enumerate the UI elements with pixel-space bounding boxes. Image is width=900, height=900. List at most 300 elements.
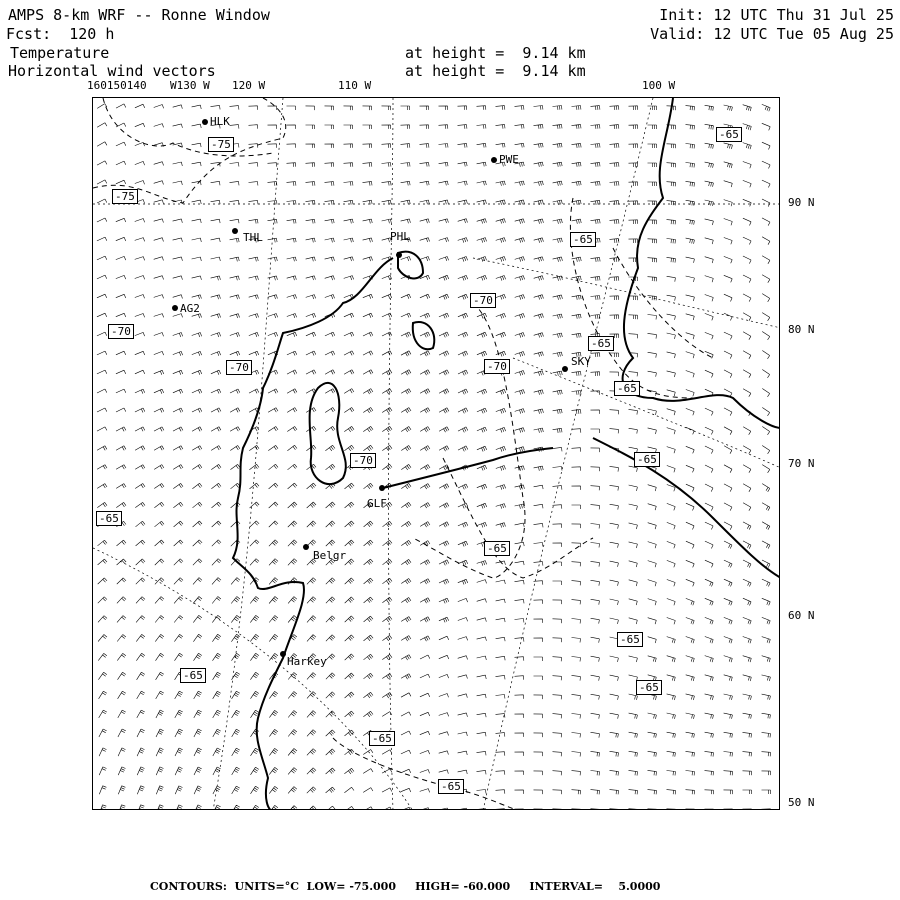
wind-barb — [667, 409, 676, 415]
wind-barb — [420, 522, 430, 528]
wind-barb — [287, 389, 297, 394]
wind-barb — [591, 637, 600, 643]
wind-barb — [118, 748, 125, 756]
wind-barb — [705, 351, 713, 358]
wind-barb — [344, 408, 354, 413]
wind-barb — [154, 502, 164, 507]
wind-barb — [629, 372, 638, 377]
wind-barb — [648, 163, 657, 167]
wind-barb — [610, 561, 619, 567]
wind-barb — [287, 427, 297, 432]
wind-barb — [194, 748, 202, 756]
wind-barb — [307, 692, 316, 699]
wind-barb — [420, 332, 430, 337]
wind-barb — [137, 767, 144, 775]
wind-barb — [325, 163, 334, 167]
wind-barb — [553, 181, 563, 186]
wind-barb — [326, 597, 335, 603]
wind-barb — [591, 675, 600, 681]
wind-barb — [194, 691, 202, 699]
wind-barb — [572, 600, 581, 605]
wind-barb — [534, 543, 543, 547]
wind-barb — [496, 351, 506, 356]
contour-minus65-a — [570, 198, 693, 398]
wind-barb — [250, 653, 259, 660]
wind-barb — [534, 238, 544, 243]
wind-barb — [192, 238, 202, 242]
wind-barb — [553, 752, 562, 757]
wind-barb — [232, 672, 240, 680]
wind-barb — [591, 618, 600, 623]
wind-barb — [705, 656, 714, 663]
wind-barb — [762, 256, 770, 264]
wind-barb — [686, 618, 694, 625]
wind-barb — [250, 615, 259, 622]
wind-barb — [135, 276, 145, 280]
station-dot-hlk — [202, 119, 208, 125]
wind-barb — [231, 597, 240, 604]
wind-barb — [306, 351, 316, 356]
wind-barb — [762, 713, 771, 718]
wind-barb — [743, 694, 752, 700]
wind-barb — [155, 540, 164, 546]
wind-barb — [553, 352, 563, 357]
wind-barb — [572, 771, 581, 776]
wind-barb — [230, 333, 240, 338]
wind-barb — [496, 124, 506, 128]
wind-barb — [572, 505, 581, 509]
wind-barb — [667, 333, 676, 339]
wind-barb — [154, 181, 164, 185]
wind-barb — [534, 390, 544, 395]
wind-barb — [117, 597, 126, 604]
wind-barb — [306, 182, 315, 186]
wind-barb — [553, 581, 562, 585]
wind-barb — [382, 464, 392, 470]
wind-barb — [344, 106, 353, 110]
wind-barb — [534, 562, 543, 566]
wind-barb — [515, 390, 525, 395]
wind-barb — [705, 408, 713, 415]
wind-barb — [268, 314, 278, 319]
station-dot-thl — [232, 228, 238, 234]
wind-barb — [496, 238, 506, 243]
wind-barb — [306, 332, 316, 337]
wind-barb — [116, 351, 126, 355]
wind-barb — [118, 767, 125, 775]
wind-barb — [420, 560, 430, 565]
contour-minus70-b — [443, 458, 593, 578]
wind-barb — [230, 219, 239, 223]
wind-barb — [287, 182, 296, 186]
wind-barb — [325, 219, 334, 223]
wind-barb — [382, 788, 392, 792]
peninsula-coast-2 — [593, 438, 780, 578]
wind-barb — [382, 275, 392, 280]
wind-barb — [269, 540, 278, 546]
wind-barb — [420, 427, 430, 433]
wind-barb — [137, 729, 145, 737]
wind-barb — [477, 522, 487, 527]
wind-barb — [401, 464, 411, 470]
wind-barb — [667, 713, 676, 719]
wind-barb — [173, 389, 183, 393]
wind-barb — [686, 503, 694, 510]
wind-barb — [629, 732, 638, 738]
wind-barb — [382, 163, 391, 167]
wind-barb — [534, 409, 544, 414]
wind-barb — [173, 370, 183, 374]
wind-barb — [724, 351, 732, 359]
contour-minus70-a — [413, 303, 525, 578]
wind-barb — [230, 314, 240, 318]
wind-barb — [629, 106, 638, 110]
wind-barb — [610, 144, 619, 148]
wind-barb — [213, 691, 221, 699]
wind-barb — [344, 238, 354, 242]
wind-barb — [667, 790, 676, 795]
wind-barb — [211, 219, 221, 223]
wind-barb — [344, 276, 354, 280]
wind-barb — [363, 807, 373, 810]
wind-barb — [99, 729, 107, 737]
wind-barb — [439, 617, 449, 622]
wind-barb — [496, 389, 506, 394]
wind-barb — [345, 730, 355, 736]
wind-barb — [174, 540, 183, 546]
wind-barb — [98, 672, 107, 679]
wind-barb — [420, 125, 429, 129]
wind-barb — [458, 427, 468, 433]
wind-barb — [743, 199, 751, 206]
wind-barb — [154, 333, 164, 337]
wind-barb — [515, 181, 525, 186]
wind-barb — [250, 540, 259, 546]
wind-barb — [610, 542, 619, 547]
wind-barb — [382, 693, 392, 699]
wind-barb — [534, 752, 543, 756]
wind-barb — [135, 389, 145, 394]
wind-barb — [439, 427, 449, 432]
wind-barb — [382, 219, 392, 223]
wind-barb — [118, 672, 126, 679]
wind-barb — [705, 637, 713, 644]
wind-barb — [610, 599, 619, 605]
wind-barb — [629, 580, 638, 586]
wind-barb — [743, 560, 751, 568]
wind-barb — [382, 616, 392, 622]
wind-barb — [667, 371, 676, 377]
wind-barb — [648, 637, 657, 643]
wind-barb — [477, 790, 487, 794]
wind-barb — [363, 238, 373, 242]
wind-barb — [705, 276, 714, 283]
wind-barb — [667, 751, 676, 756]
lon-line-100w — [483, 98, 653, 810]
wind-barb — [553, 600, 562, 604]
wind-barb — [648, 315, 657, 320]
wind-barb — [458, 732, 468, 736]
wind-barb — [232, 748, 240, 756]
wind-barb — [477, 770, 487, 774]
wind-barb — [249, 219, 258, 223]
wind-barb — [496, 408, 506, 413]
wind-barb — [743, 465, 751, 473]
wind-barb — [154, 219, 164, 223]
contour-label: -65 — [614, 381, 640, 396]
wind-barb — [175, 653, 183, 660]
wind-barb — [743, 446, 751, 454]
wind-barb — [534, 485, 544, 489]
wind-barb — [363, 788, 373, 793]
wind-barb — [762, 579, 770, 586]
wind-barb — [325, 295, 335, 300]
wind-barb — [439, 484, 449, 489]
wind-barb — [212, 578, 221, 585]
wind-barb — [439, 751, 449, 755]
wind-barb — [762, 389, 769, 397]
wind-barb — [762, 809, 771, 810]
wind-barb — [401, 750, 411, 754]
wind-barb — [363, 313, 373, 318]
wind-barb — [762, 351, 769, 359]
wind-barb — [515, 733, 524, 737]
wind-barb — [249, 389, 259, 394]
wind-barb — [439, 238, 449, 242]
wind-barb — [364, 616, 373, 622]
station-label-belgr: Belgr — [313, 549, 347, 562]
wind-barb — [705, 219, 714, 225]
wind-barb — [743, 503, 751, 511]
wind-barb — [648, 485, 657, 491]
wind-barb — [686, 579, 694, 586]
wind-barb — [458, 332, 468, 337]
wind-barb — [268, 257, 278, 261]
wind-barb — [648, 732, 657, 738]
wind-barb — [667, 163, 676, 168]
wind-barb — [364, 483, 374, 489]
contour-label: -70 — [350, 453, 376, 468]
wind-barb — [743, 713, 752, 719]
wind-barb — [363, 692, 373, 698]
wind-barb — [629, 504, 638, 510]
wind-barb — [648, 656, 657, 662]
wind-barb — [477, 351, 487, 356]
wind-barb — [420, 789, 430, 793]
wind-barb — [629, 220, 638, 224]
wind-barb — [383, 540, 393, 546]
wind-barb — [117, 616, 126, 623]
wind-barb — [249, 276, 259, 280]
wind-barb — [251, 691, 259, 698]
wind-barb — [439, 446, 449, 451]
wind-barb — [116, 161, 126, 165]
wind-barb — [116, 104, 126, 108]
wind-barb — [496, 580, 506, 584]
wind-barb — [154, 257, 164, 261]
valid-time: Valid: 12 UTC Tue 05 Aug 25 — [650, 25, 894, 43]
wind-barb — [458, 637, 468, 641]
wind-barb — [193, 578, 202, 585]
wind-barb — [135, 446, 145, 451]
wind-barb — [591, 561, 600, 566]
wind-barb — [194, 729, 202, 737]
wind-barb — [98, 540, 108, 546]
wind-barb — [724, 579, 732, 586]
wind-barb — [194, 653, 202, 660]
wind-barb — [137, 748, 144, 756]
wind-barb — [477, 484, 487, 489]
wind-barb — [193, 615, 202, 622]
wind-barb — [572, 333, 582, 338]
wind-barb — [762, 484, 770, 492]
wind-barb — [458, 125, 467, 129]
wind-barb — [743, 484, 751, 492]
wind-barb — [420, 408, 430, 413]
wind-barb — [743, 162, 751, 169]
wind-barb — [515, 143, 525, 147]
wind-vector-field — [97, 104, 771, 810]
wind-barb — [724, 275, 732, 282]
wind-barb — [762, 123, 770, 130]
station-dot-phl — [396, 252, 402, 258]
wind-barb — [724, 238, 732, 245]
wind-barb — [553, 257, 563, 262]
wind-barb — [117, 635, 126, 642]
wind-barb — [667, 201, 676, 206]
wind-barb — [401, 125, 410, 129]
wind-barb — [98, 597, 107, 603]
wind-barb — [250, 597, 259, 604]
wind-barb — [439, 674, 449, 678]
wind-barb — [344, 313, 354, 318]
wind-barb — [326, 711, 335, 717]
wind-barb — [136, 616, 145, 623]
wind-barb — [401, 579, 411, 585]
wind-barb — [572, 733, 581, 738]
wind-barb — [610, 656, 619, 662]
wind-barb — [591, 599, 600, 604]
lon-line-120w — [213, 98, 283, 810]
lon-line-110w — [389, 98, 393, 810]
wind-barb — [610, 751, 619, 756]
wind-barb — [192, 162, 202, 166]
contour-minus75-b — [103, 98, 273, 156]
wind-barb — [135, 502, 145, 507]
wind-barb — [420, 598, 430, 603]
wind-barb — [232, 767, 240, 775]
wind-barb — [192, 389, 202, 393]
wind-barb — [325, 144, 334, 148]
wind-barb — [116, 237, 126, 241]
wind-barb — [458, 370, 468, 375]
wind-barb — [173, 276, 183, 280]
wind-barb — [326, 464, 336, 470]
wind-barb — [686, 125, 695, 130]
wind-barb — [743, 771, 752, 775]
wind-barb — [97, 351, 107, 355]
wind-barb — [705, 200, 714, 206]
wind-barb — [116, 294, 126, 298]
wind-barb — [553, 162, 563, 167]
wind-barb — [193, 559, 202, 565]
wind-barb — [117, 653, 126, 660]
wind-barb — [363, 351, 373, 355]
wind-barb — [155, 521, 165, 527]
wind-barb — [420, 162, 430, 166]
wind-barb — [174, 616, 183, 623]
wind-barb — [553, 809, 562, 810]
wind-barb — [572, 619, 581, 624]
wind-barb — [724, 219, 733, 226]
wind-barb — [648, 352, 657, 357]
wind-barb — [572, 809, 581, 810]
wind-barb — [686, 732, 695, 738]
wind-barb — [117, 578, 126, 584]
wind-barb — [648, 371, 657, 376]
wind-barb — [326, 673, 335, 679]
wind-barb — [268, 125, 277, 129]
wind-barb — [325, 332, 335, 337]
wind-barb — [686, 333, 695, 339]
wind-barb — [591, 372, 600, 376]
wind-barb — [97, 389, 107, 393]
wind-barb — [287, 106, 296, 110]
wind-barb — [307, 635, 316, 642]
wind-barb — [724, 713, 733, 719]
wind-barb — [477, 503, 487, 508]
wind-barb — [194, 767, 202, 775]
wind-barb — [477, 656, 487, 660]
station-label-harkey: Harkey — [287, 655, 327, 668]
wind-barb — [116, 180, 126, 184]
wind-barb — [496, 446, 506, 451]
wind-barb — [251, 767, 259, 775]
wind-barb — [610, 429, 619, 434]
wind-barb — [534, 314, 544, 319]
wind-barb — [268, 332, 278, 336]
wind-barb — [439, 636, 449, 640]
wind-barb — [686, 675, 695, 681]
wind-barb — [363, 219, 373, 223]
wind-barb — [192, 105, 202, 109]
lon-label-120w: 120 W — [232, 79, 266, 92]
wind-barb — [439, 770, 449, 774]
wind-barb — [667, 580, 675, 587]
wind-barb — [477, 332, 487, 337]
wind-barb — [553, 143, 562, 148]
wind-barb — [307, 711, 316, 718]
wind-barb — [230, 464, 240, 469]
wind-barb — [610, 182, 619, 186]
wind-barb — [382, 389, 392, 395]
wind-barb — [686, 790, 695, 795]
wind-barb — [137, 710, 145, 718]
wind-barb — [420, 503, 430, 509]
wind-barb — [230, 276, 240, 280]
wind-barb — [420, 693, 430, 697]
wind-barb — [345, 483, 355, 489]
wind-barb — [363, 125, 372, 129]
wind-barb — [572, 314, 582, 319]
wind-barb — [156, 710, 164, 718]
wind-barb — [420, 674, 430, 678]
wind-barb — [137, 786, 144, 794]
wind-barb — [116, 465, 126, 470]
wind-barb — [743, 790, 752, 794]
wind-barb — [705, 560, 713, 567]
contour-minus65-c — [333, 738, 523, 810]
